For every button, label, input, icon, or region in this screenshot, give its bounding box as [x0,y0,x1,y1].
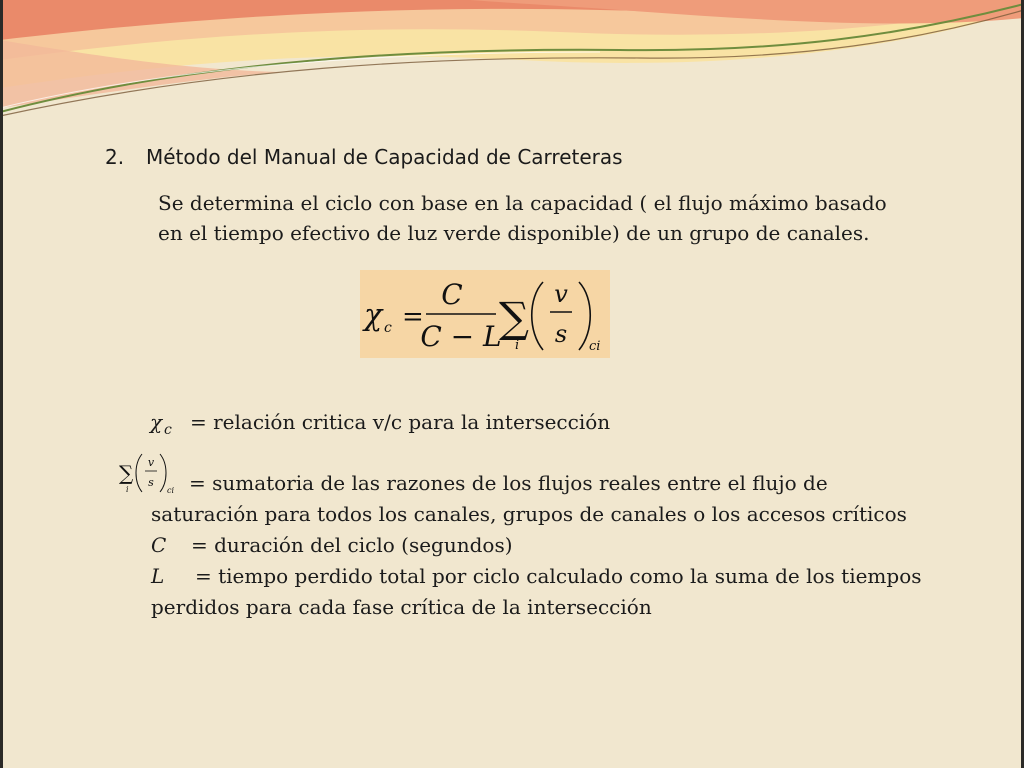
def-l-text-1: = tiempo perdido total por ciclo calculado como la suma de los tiempos [195,564,922,588]
def-sum-text-1: = sumatoria de las razones de los flujos reales entre el flujo de [189,471,828,495]
intro-line-1: Se determina el ciclo con base en la capacidad ( el flujo máximo basado [158,191,887,215]
formula-left-paren [532,282,543,350]
def-sum-num: v [147,456,155,469]
def-xc-symbol: χ [150,410,163,434]
formula-denominator: C − L [420,320,502,353]
def-sum-symbol [117,450,185,496]
def-sum-sigma: ∑ [119,461,134,485]
formula-numerator: C [441,278,463,311]
def-sum-den: s [148,476,154,489]
formula-inner-num: v [554,280,568,308]
def-l-text-2: perdidos para cada fase crítica de la intersección [151,595,652,619]
def-c-text: = duración del ciclo (segundos) [191,533,513,557]
formula-equals: = [402,302,424,332]
formula-sum-symbol: ∑ [499,293,529,342]
def-sum-index: i [126,485,129,494]
formula-sum-index: i [515,338,520,353]
def-sum-right-paren [160,454,166,492]
def-xc-text: = relación critica v/c para la intersección [190,410,611,434]
formula-box [360,270,610,358]
def-sum-left-paren [136,454,142,492]
header-wave-decoration [0,0,1024,130]
formula-outer-sub: ci [589,339,601,354]
cycle-formula [360,270,610,358]
def-xc-sub: c [164,422,172,438]
def-sum-text-2: saturación para todos los canales, grupos de canales o los accesos críticos [151,502,907,526]
formula-inner-den: s [554,320,568,348]
intro-line-2: en el tiempo efectivo de luz verde disponible) de un grupo de canales. [158,221,870,245]
section-heading: Método del Manual de Capacidad de Carreteras [146,145,623,169]
list-number: 2. [105,145,125,169]
formula-lhs-sub: c [384,320,392,336]
def-l-symbol: L [151,564,165,588]
def-sum-sub: ci [167,486,175,495]
formula-lhs: χ [364,298,383,333]
def-c-symbol: C [151,533,167,557]
